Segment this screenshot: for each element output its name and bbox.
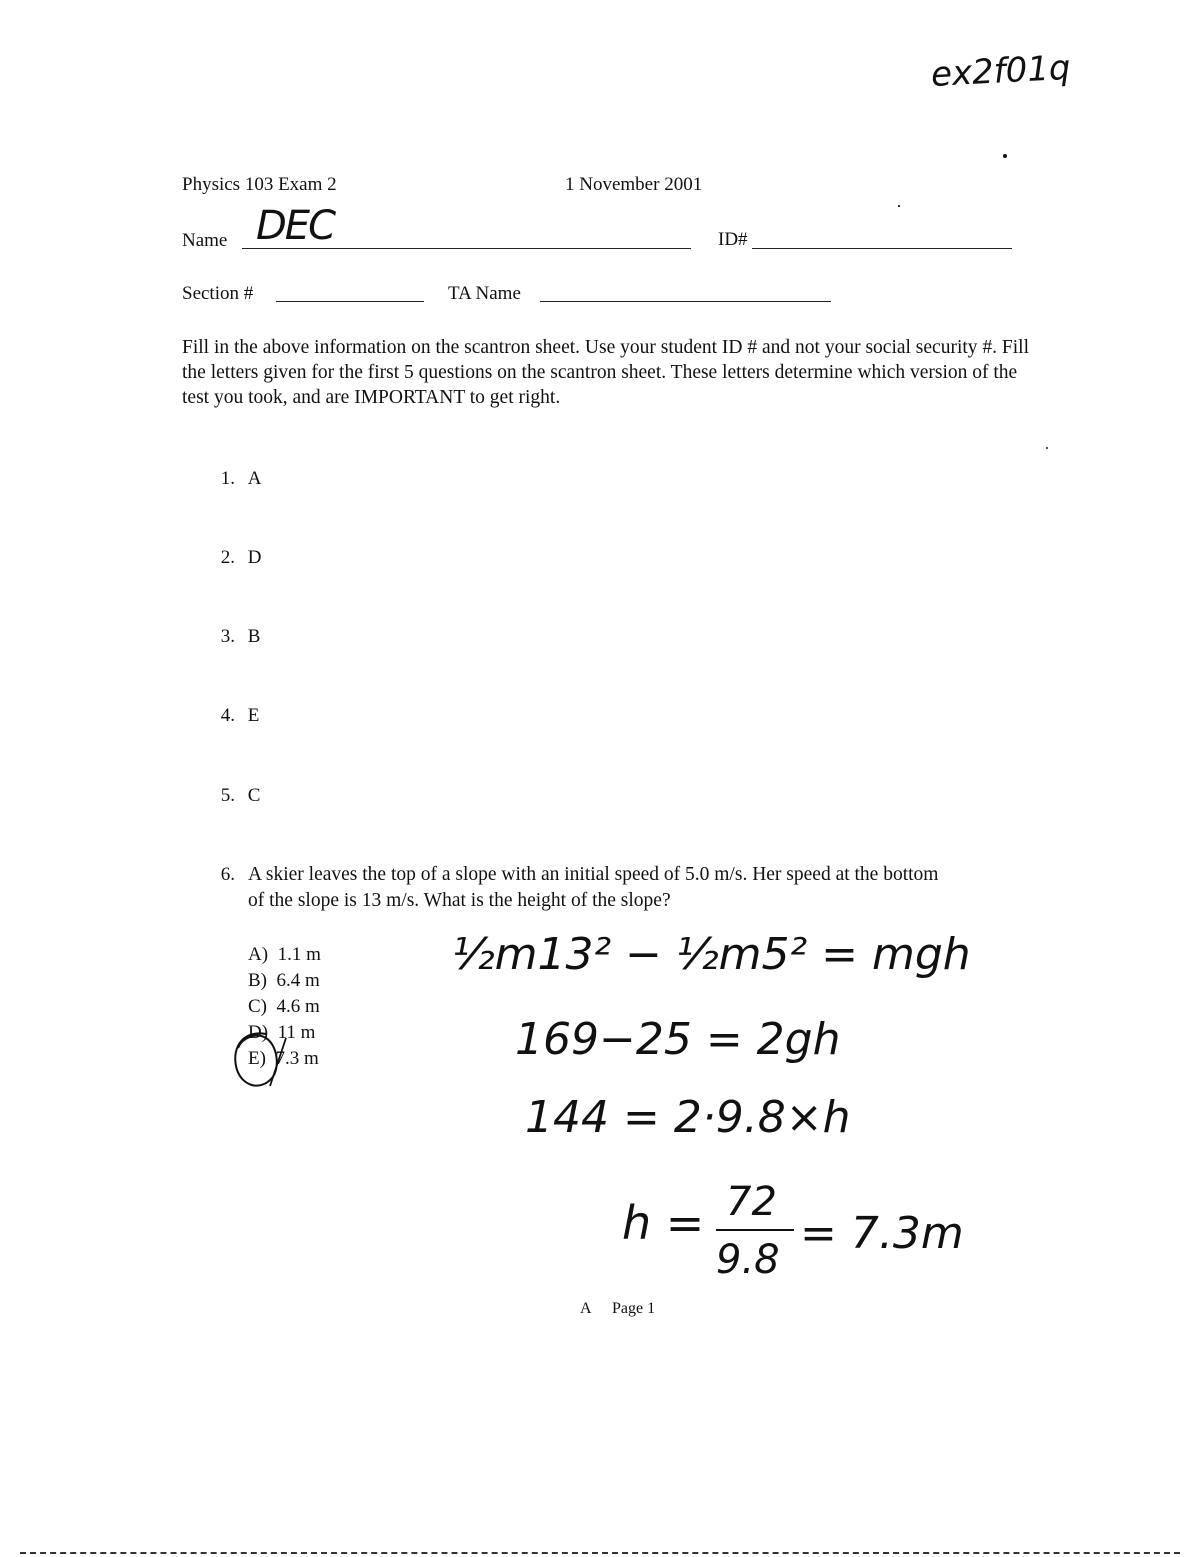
version-item-number: 5. bbox=[220, 785, 235, 806]
work-line-substitution: 144 = 2·9.8×h bbox=[525, 1092, 851, 1143]
choice-text: 6.4 m bbox=[276, 970, 320, 991]
instructions-paragraph: Fill in the above information on the scantron sheet. Use your student ID # and not your social security #. Fill the letters given for the first 5 questions on the scantron sheet. These letters determine which version of the test you took, and are IMPORTANT to get right. bbox=[182, 337, 1030, 408]
version-item-3 bbox=[205, 627, 260, 646]
version-item-4 bbox=[205, 706, 259, 725]
footer-page-number: Page 1 bbox=[612, 1300, 656, 1317]
version-item-number: 3. bbox=[220, 626, 235, 647]
work-line-energy-equation: ½m13² − ½m5² = mgh bbox=[452, 929, 971, 980]
ta-name-label: TA Name bbox=[448, 283, 521, 304]
version-item-letter: E bbox=[247, 705, 260, 726]
course-title: Physics 103 Exam 2 bbox=[182, 174, 337, 195]
id-field-line bbox=[752, 248, 1012, 249]
id-label: ID# bbox=[718, 229, 748, 250]
work-line-result-rhs: = 7.3m bbox=[800, 1208, 964, 1259]
selected-answer-circle-mark bbox=[226, 1028, 296, 1094]
work-line-result-lhs: h = bbox=[622, 1196, 705, 1250]
work-fraction-bar bbox=[716, 1229, 794, 1231]
work-line-subtraction: 169−25 = 2gh bbox=[515, 1014, 841, 1065]
choice-label: B) bbox=[248, 970, 267, 991]
exam-date: 1 November 2001 bbox=[565, 174, 703, 195]
footer-version: A bbox=[580, 1300, 592, 1317]
version-item-number: 1. bbox=[220, 468, 235, 489]
choice-label: D) bbox=[248, 1022, 269, 1043]
choice-label: C) bbox=[248, 996, 267, 1017]
version-item-letter: C bbox=[247, 785, 261, 806]
version-item-number: 4. bbox=[220, 705, 235, 726]
version-item-letter: B bbox=[247, 626, 261, 647]
choice-b[interactable] bbox=[248, 968, 321, 994]
choice-c[interactable] bbox=[248, 994, 321, 1020]
section-label: Section # bbox=[182, 283, 254, 304]
name-label: Name bbox=[182, 230, 228, 251]
choice-a[interactable] bbox=[248, 942, 321, 968]
choice-text: 1.1 m bbox=[277, 944, 321, 965]
ta-name-field-line bbox=[540, 301, 831, 302]
choice-label: E) bbox=[248, 1048, 266, 1069]
version-item-1 bbox=[205, 469, 261, 488]
version-item-letter: A bbox=[247, 468, 262, 489]
question-6-number: 6. bbox=[220, 864, 235, 885]
scan-speck bbox=[1046, 447, 1048, 449]
name-handwritten-value: DEC bbox=[256, 203, 335, 249]
work-fraction-numerator: 72 bbox=[726, 1179, 777, 1225]
work-fraction-denominator: 9.8 bbox=[716, 1237, 780, 1283]
document-code-handwritten: ex2f01q bbox=[930, 47, 1072, 95]
scan-speck bbox=[898, 205, 900, 207]
section-field-line bbox=[276, 301, 424, 302]
question-6-text-line-1: A skier leaves the top of a slope with an initial speed of 5.0 m/s. Her speed at the bottom bbox=[248, 864, 939, 885]
version-item-2 bbox=[205, 548, 261, 567]
choice-label: A) bbox=[248, 944, 269, 965]
version-item-letter: D bbox=[247, 547, 262, 568]
choice-text: 7.3 m bbox=[275, 1048, 319, 1069]
question-6-text-line-2: of the slope is 13 m/s. What is the height of the slope? bbox=[248, 890, 671, 911]
version-item-5 bbox=[205, 786, 260, 805]
scan-speck bbox=[1003, 154, 1007, 158]
version-item-number: 2. bbox=[220, 547, 235, 568]
choice-text: 11 m bbox=[277, 1022, 316, 1043]
scan-bottom-edge-line bbox=[20, 1552, 1180, 1554]
choice-text: 4.6 m bbox=[276, 996, 320, 1017]
